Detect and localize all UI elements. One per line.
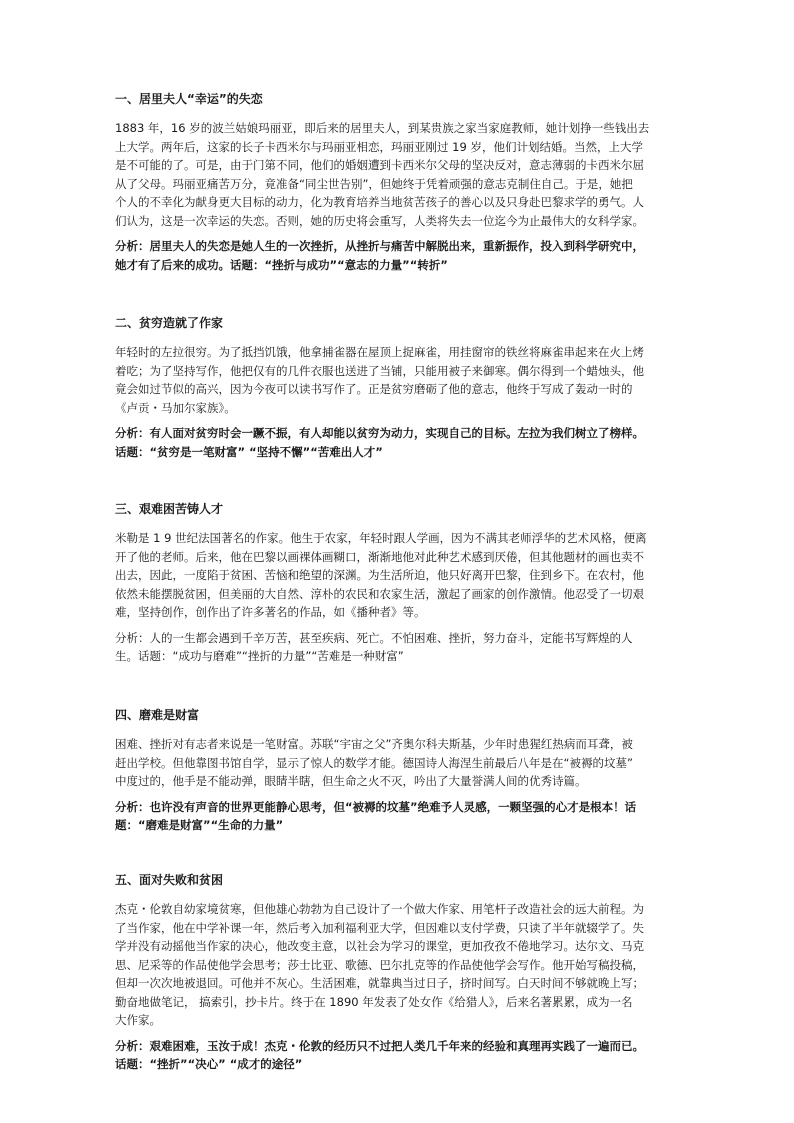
body-line: 了当作家，他在中学补课一年，然后考入加利福利亚大学，但因难以支付学费，只读了半年就辍学了。失 [115,920,644,935]
body-line: 们认为，这是一次幸运的失恋。否则，她的历史将会重写，人类将失去一位迄今为止最伟大的女科学家。 [115,213,644,228]
body-line: 难，坚持创作，创作出了许多著名的作品，如《播种者》等。 [115,605,426,619]
analysis [115,237,695,274]
analysis-line: 分析：人的一生都会遇到千辛万苦，甚至疾病、死亡。不怕困难、挫折，努力奋斗，定能书写辉煌的人 [115,630,633,645]
analysis-line: 题：“磨难是财富”“生命的力量” [115,818,284,832]
analysis [115,424,695,461]
analysis-line: 她才有了后来的成功。话题：“挫折与成功”“意志的力量”“转折” [115,257,448,272]
body-line: 依然未能摆脱贫困，但美丽的大自然、淳朴的农民和农家生活，激起了画家的创作激情。他忍受了一切艰 [115,586,644,601]
body-line: 出去，因此，一度陷于贫困、苦恼和绝望的深渊。为生活所迫，他只好离开巴黎，住到乡下。在农村，他 [115,568,644,582]
analysis-line: 分析：居里夫人的失恋是她人生的一次挫折，从挫折与痛苦中解脱出来，重新振作，投入到科学研究中， [115,239,644,253]
body-line: 着吃；为了坚持写作，他把仅有的几件衣服也送进了当铺，只能用被子来御寒。偶尔得到一个蜡烛头，他 [115,363,644,378]
body-line: 年轻时的左拉很穷。为了抵挡饥饿，他拿捕雀器在屋顶上捉麻雀，用挂窗帘的铁丝将麻雀串起来在火上烤 [115,345,644,359]
section-body [115,900,695,1030]
section-title: 一、居里夫人“幸运”的失恋 [115,92,263,106]
analysis [115,798,695,835]
section-title: 五、面对失败和贫困 [115,873,224,887]
body-line: 是不可能的了。可是，由于门第不同，他们的婚姻遭到卡西米尔父母的坚决反对，意志薄弱的卡西米尔屈 [115,158,644,172]
analysis-line: 分析：艰难困难，玉汝于成！杰克・伦敦的经历只不过把人类几千年来的经验和真理再实践了一遍而已。 [115,1038,644,1053]
body-line: 个人的不幸化为献身更大目标的动力，化为教育培养当地贫苦孩子的善心以及只身赴巴黎求学的勇气。人 [115,195,644,209]
body-line: 杰克・伦敦自幼家境贫寒，但他雄心勃勃为自己设计了一个做大作家、用笔杆子改造社会的远大前程。为 [115,902,644,916]
body-line: 竟会如过节似的高兴，因为今夜可以读书写作了。正是贫穷磨砺了他的意志，他终于写成了轰动一时的 [115,382,633,396]
section-3 [115,502,695,666]
body-line: 从了父母。玛丽亚痛苦万分，竟准备“同尘世告别”，但她终于凭着顽强的意志克制住自己。于是，她把 [115,176,633,191]
body-line: 思、尼采等的作品使他学会思考；莎士比亚、歌德、巴尔扎克等的作品使他学会写作。他开始写稿投稿， [115,957,644,972]
body-line: 赶出学校。但他靠图书馆自学，显示了惊人的数学才能。德国诗人海涅生前最后八年是在“被褥的坟墓” [115,755,633,770]
analysis-line: 生。话题：“成功与磨难”“挫折的力量”“苦难是一种财富” [115,649,404,663]
analysis [115,1037,695,1074]
body-line: 困难、挫折对有志者来说是一笔财富。苏联“宇宙之父”齐奥尔科夫斯基，少年时患猩红热病而耳聋，被 [115,737,633,751]
section-title: 二、贫穷造就了作家 [115,316,224,330]
section-1 [115,92,695,274]
section-title: 四、磨难是财富 [115,708,200,722]
section-body [115,343,695,417]
body-line: 勤奋地做笔记， 搞索引，抄卡片。终于在 1890 年发表了处女作《给猎人》，后来名著累累，成为一名 [115,994,633,1009]
analysis-line: 分析：有人面对贫穷时会一蹶不振，有人却能以贫穷为动力，实现自己的目标。左拉为我们树立了榜样。 [115,426,644,440]
body-line: 开了他的老师。后来，他在巴黎以画裸体画糊口，渐渐地他对此种艺术感到厌倦，但其他题材的画也卖不 [115,549,644,564]
body-line: 米勒是 1 9 世纪法国著名的作家。他生于农家，年轻时跟人学画，因为不满其老师浮华的艺术风格，便离 [115,531,647,545]
body-line: 学并没有动摇他当作家的决心，他改变主意，以社会为学习的课堂，更加孜孜不倦地学习。达尔文、马克 [115,939,644,953]
analysis-line: 话题：“挫折”“决心” “成才的途径” [115,1057,303,1071]
analysis-line: 话题：“贫穷是一笔财富” “坚持不懈”“苦难出人才” [115,444,383,459]
body-line: 上大学。两年后，这家的长子卡西米尔与玛丽亚相恋，玛丽亚刚过 19 岁，他们计划结婚。当然，上大学 [115,139,643,154]
section-title: 三、艰难困苦铸人才 [115,502,224,516]
body-line: 《卢贡・马加尔家族》。 [115,400,236,415]
section-5 [115,873,695,1074]
section-2 [115,316,695,461]
section-body [115,119,695,230]
analysis [115,629,695,666]
body-line: 中度过的，他手是不能动弹，眼睛半瞎，但生命之火不灭，吟出了大量誉满人间的优秀诗篇。 [115,774,587,788]
section-body [115,529,695,622]
analysis-line: 分析：也许没有声音的世界更能静心思考，但“被褥的坟墓”绝难予人灵感，一颗坚强的心才是根本！话 [115,799,637,814]
section-4 [115,708,695,835]
body-line: 1883 年，16 岁的波兰姑娘玛丽亚，即后来的居里夫人，到某贵族之家当家庭教师，她计划挣一些钱出去 [115,121,650,135]
body-line: 大作家。 [115,1013,161,1027]
section-body [115,735,695,791]
body-line: 但却一次次地被退回。可他并不灰心。生活困难，就靠典当过日子，挤时间写。白天时间不够就晚上写； [115,976,644,990]
